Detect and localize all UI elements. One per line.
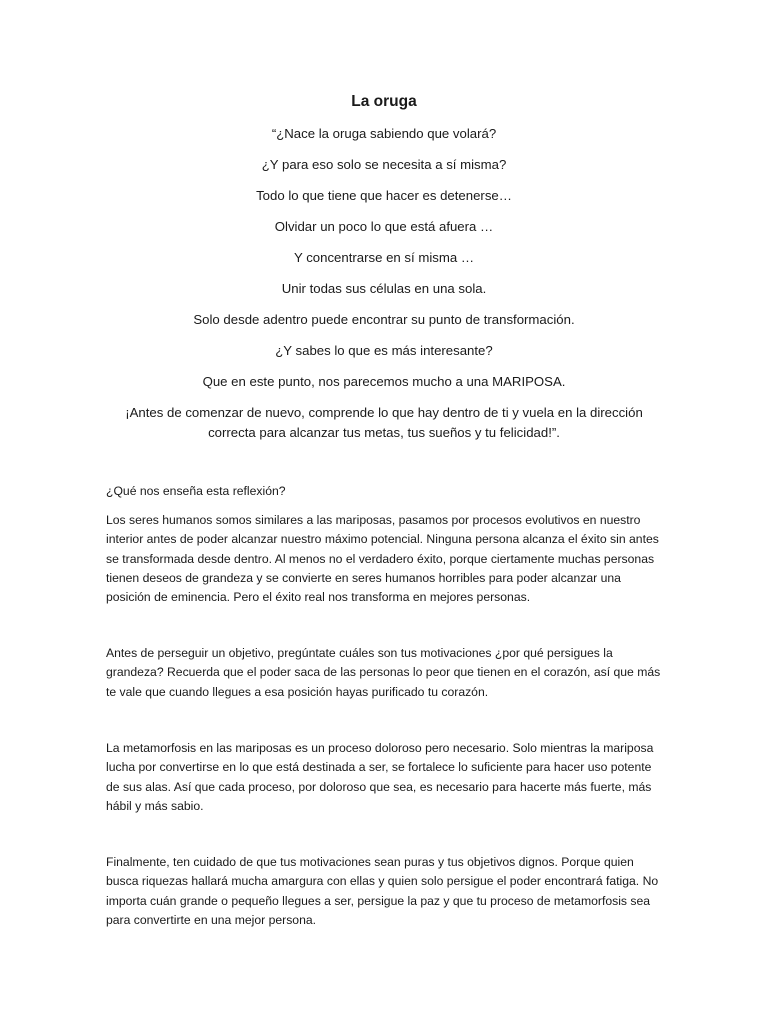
poem-line: Todo lo que tiene que hacer es detenerse… xyxy=(256,188,512,203)
body-paragraph: Antes de perseguir un objetivo, pregúntate cuáles son tus motivaciones ¿por qué persigues la grandeza? Recuerda que el poder saca de las personas lo peor que tienen en el corazón, así que más te vale que cuando llegues a esa posición hayas purificado tu corazón. xyxy=(106,646,661,699)
poem-line: Y concentrarse en sí misma … xyxy=(293,250,475,265)
reflection-question: ¿Qué nos enseña esta reflexión? xyxy=(106,484,286,498)
poem-line: Que en este punto, nos parecemos mucho a una MARIPOSA. xyxy=(202,374,566,389)
body-paragraph: La metamorfosis en las mariposas es un proceso doloroso pero necesario. Solo mientras la mariposa lucha por convertirse en lo que está destinada a ser, se fortalece lo suficiente para hacer uso potente de sus alas. Así que cada proceso, por doloroso que sea, es necesario para hacerte más fuerte, más hábil y más sabio. xyxy=(106,741,654,813)
poem-line: ¿Y para eso solo se necesita a sí misma? xyxy=(261,157,507,172)
poem-closing: ¡Antes de comenzar de nuevo, comprende lo que hay dentro de ti y vuela en la dirección correcta para alcanzar tus metas, tus sueños y tu felicidad!”. xyxy=(125,405,643,440)
poem-line: Unir todas sus células en una sola. xyxy=(281,281,487,296)
poem-block xyxy=(104,124,664,443)
body-paragraph: Los seres humanos somos similares a las mariposas, pasamos por procesos evolutivos en nuestro interior antes de poder alcanzar nuestro máximo potencial. Ninguna persona alcanza el éxito sin antes se transformada desde dentro. Al menos no el verdadero éxito, porque ciertamente muchas personas tienen deseos de grandeza y se convierte en seres humanos horribles para poder alcanzar una posición de eminencia. Pero el éxito real nos transforma en mejores personas. xyxy=(106,513,659,605)
poem-line: Solo desde adentro puede encontrar su punto de transformación. xyxy=(193,312,575,327)
poem-line: “¿Nace la oruga sabiendo que volará? xyxy=(271,126,497,141)
poem-line: ¿Y sabes lo que es más interesante? xyxy=(275,343,493,358)
poem-line: Olvidar un poco lo que está afuera … xyxy=(274,219,494,234)
document-title: La oruga xyxy=(351,93,417,110)
body-paragraph: Finalmente, ten cuidado de que tus motivaciones sean puras y tus objetivos dignos. Porque quien busca riquezas hallará mucha amargura con ellas y quien solo persigue el poder encontrará fatiga. No importa cuán grande o pequeño llegues a ser, persigue la paz y que tu proceso de metamorfosis sea para convertirte en una mejor persona. xyxy=(106,855,659,927)
